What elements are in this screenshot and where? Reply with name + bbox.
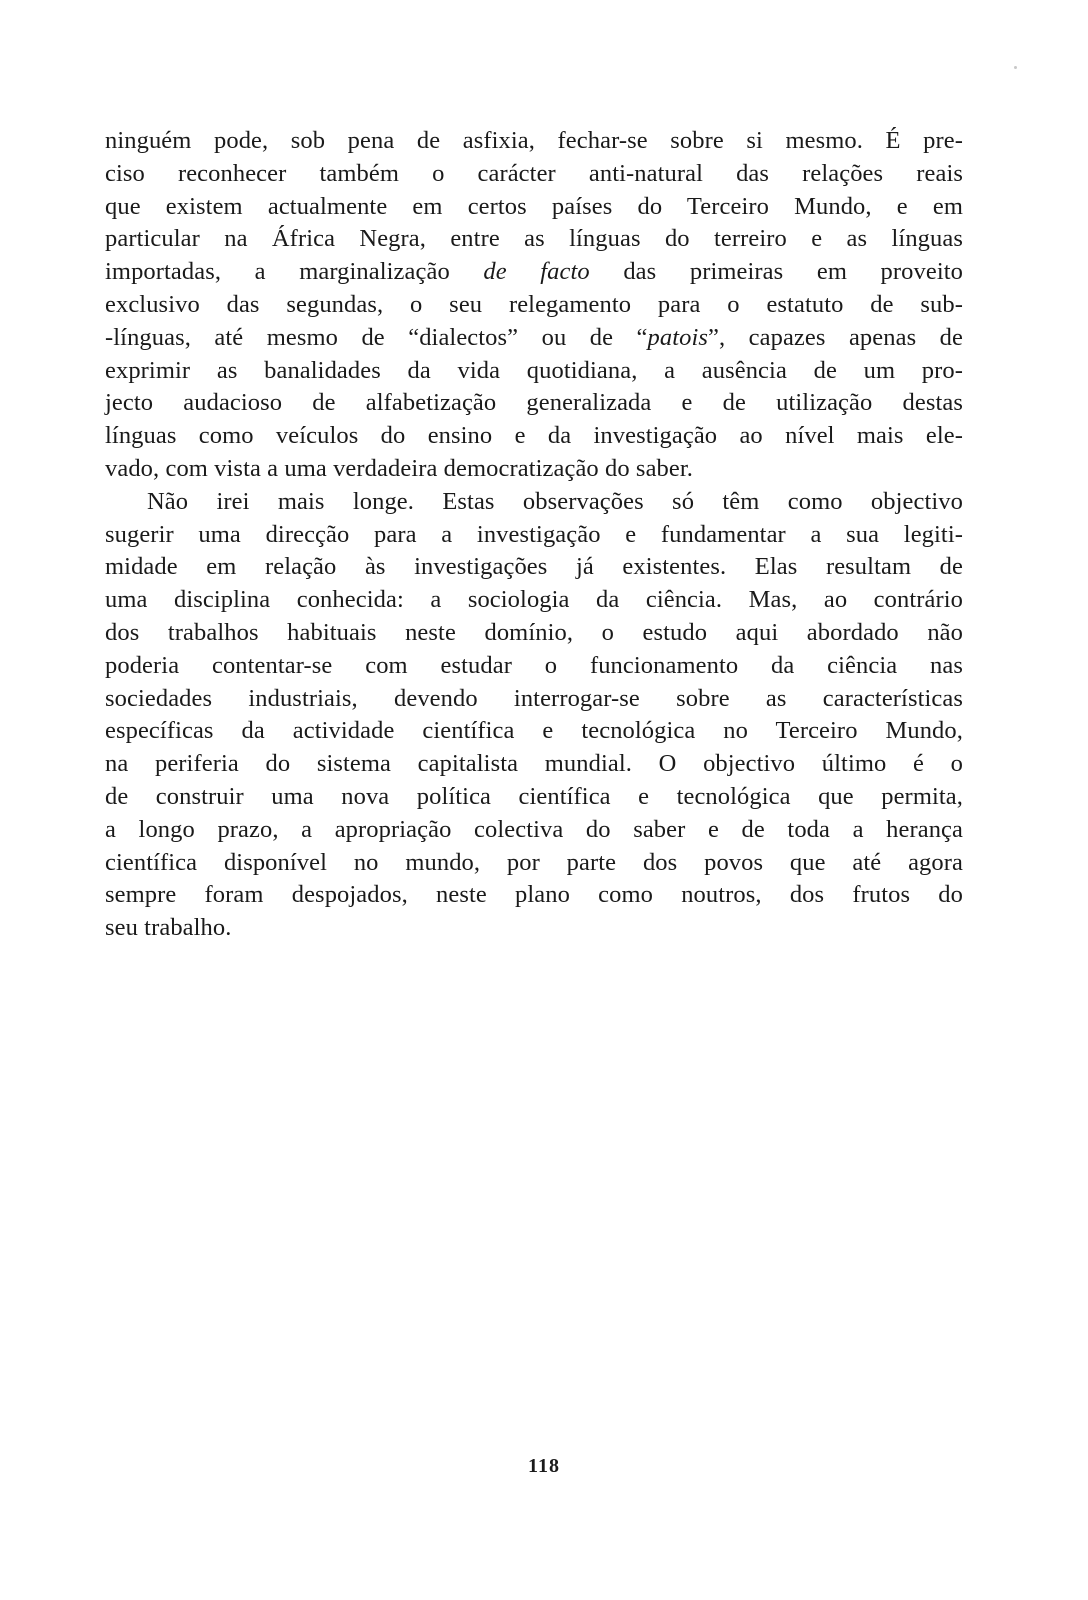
text-line: jecto audacioso de alfabetização generalizada e de utilização destas bbox=[105, 389, 963, 417]
text-line: sempre foram despojados, neste plano como noutros, dos frutos do bbox=[105, 881, 963, 909]
italic-term: patois bbox=[647, 323, 708, 351]
text-run: importadas, a marginalização bbox=[105, 258, 484, 286]
text-line: midade em relação às investigações já existentes. Elas resultam de bbox=[105, 553, 963, 581]
text-line bbox=[105, 256, 963, 289]
text-line: seu trabalho. bbox=[105, 914, 232, 942]
text-line: científica disponível no mundo, por parte dos povos que até agora bbox=[105, 848, 963, 876]
text-line: Não irei mais longe. Estas observações só têm como objectivo bbox=[147, 487, 963, 515]
text-line: sociedades industriais, devendo interrogar-se sobre as características bbox=[105, 684, 963, 712]
text-line: vado, com vista a uma verdadeira democratização do saber. bbox=[105, 454, 693, 482]
text-line: na periferia do sistema capitalista mundial. O objectivo último é o bbox=[105, 750, 963, 778]
text-line: exclusivo das segundas, o seu relegamento para o estatuto de sub- bbox=[105, 290, 963, 318]
paragraph-2 bbox=[105, 486, 963, 945]
text-run: -línguas, até mesmo de “dialectos” ou de “ bbox=[105, 323, 648, 351]
italic-term: de facto bbox=[483, 258, 590, 286]
text-line: particular na África Negra, entre as línguas do terreiro e as línguas bbox=[105, 225, 963, 253]
text-line: específicas da actividade científica e tecnológica no Terceiro Mundo, bbox=[105, 717, 963, 745]
text-line: exprimir as banalidades da vida quotidiana, a ausência de um pro- bbox=[105, 356, 963, 384]
page-number: 118 bbox=[528, 1455, 560, 1477]
body-text bbox=[105, 125, 963, 945]
text-run: ”, capazes apenas de bbox=[708, 323, 963, 351]
text-line bbox=[105, 322, 963, 355]
text-line: sugerir uma direcção para a investigação e fundamentar a sua legiti- bbox=[105, 520, 963, 548]
text-line: de construir uma nova política científica e tecnológica que permita, bbox=[105, 782, 963, 810]
text-line: dos trabalhos habituais neste domínio, o estudo aqui abordado não bbox=[105, 618, 963, 646]
text-line: ciso reconhecer também o carácter anti-natural das relações reais bbox=[105, 159, 963, 187]
text-run: das primeiras em proveito bbox=[589, 258, 964, 286]
text-line: línguas como veículos do ensino e da investigação ao nível mais ele- bbox=[105, 422, 963, 450]
text-line: ninguém pode, sob pena de asfixia, fechar-se sobre si mesmo. É pre- bbox=[105, 127, 963, 154]
text-line: a longo prazo, a apropriação colectiva do saber e de toda a herança bbox=[105, 815, 963, 843]
text-line: poderia contentar-se com estudar o funcionamento da ciência nas bbox=[105, 651, 963, 679]
text-line: uma disciplina conhecida: a sociologia da ciência. Mas, ao contrário bbox=[105, 586, 963, 614]
paragraph-1 bbox=[105, 125, 963, 486]
text-line: que existem actualmente em certos países do Terceiro Mundo, e em bbox=[105, 192, 963, 220]
scan-speck bbox=[1014, 66, 1017, 69]
